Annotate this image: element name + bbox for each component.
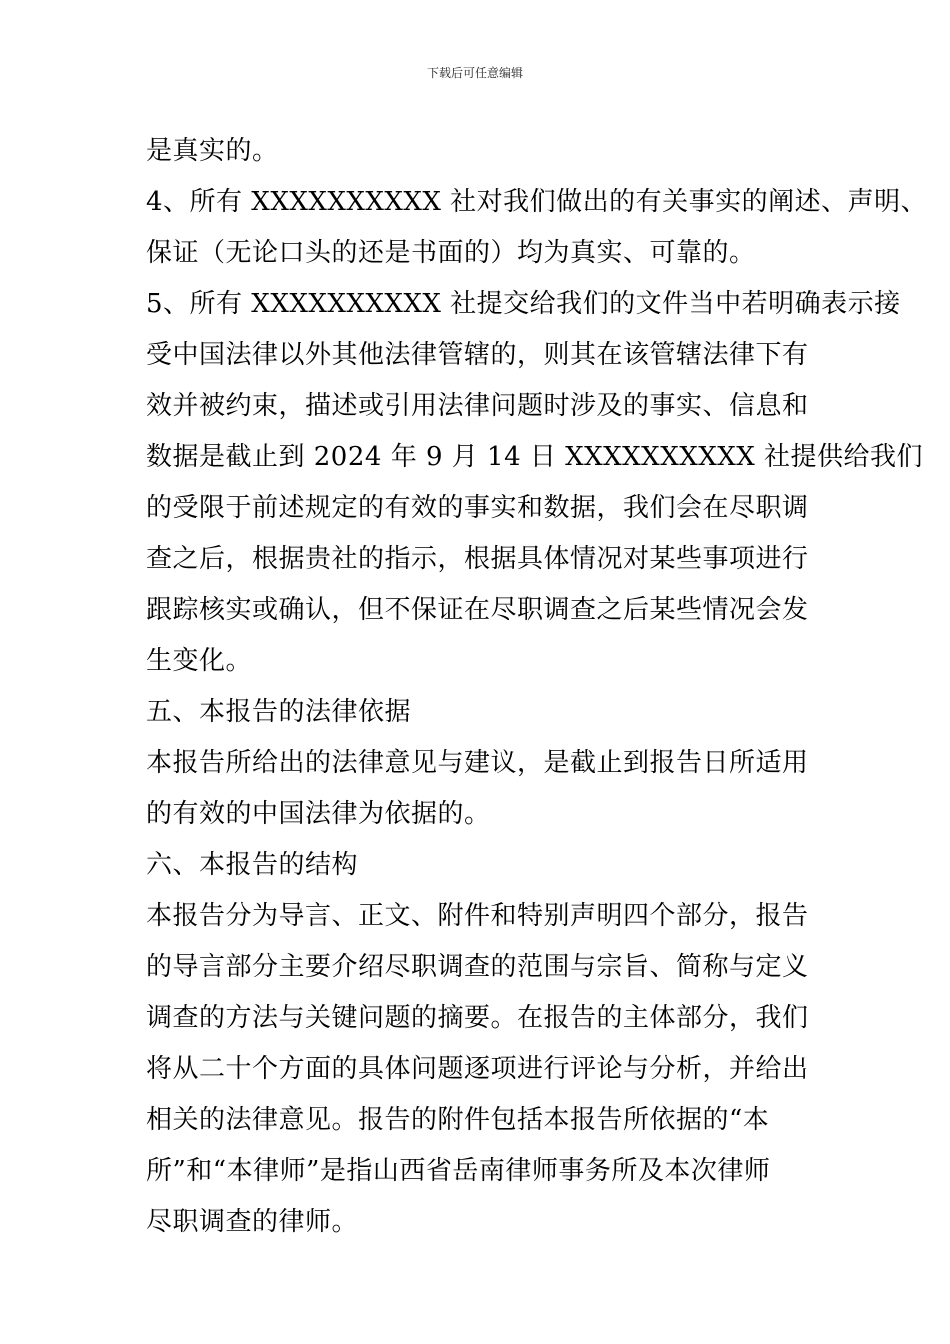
text-line: 查之后，根据贵社的指示，根据具体情况对某些事项进行	[146, 544, 809, 574]
text-line: 所”和“本律师”是指山西省岳南律师事务所及本次律师	[146, 1156, 771, 1186]
text-line: 生变化。	[146, 646, 253, 676]
text-line: 5、所有 XXXXXXXXXX 社提交给我们的文件当中若明确表示接	[146, 289, 901, 319]
text-line: 是真实的。	[146, 136, 279, 166]
text-line: 4、所有 XXXXXXXXXX 社对我们做出的有关事实的阐述、声明、	[146, 187, 928, 217]
document-body	[146, 126, 928, 1248]
text-line: 跟踪核实或确认，但不保证在尽职调查之后某些情况会发	[146, 595, 809, 625]
text-line: 效并被约束，描述或引用法律问题时涉及的事实、信息和	[146, 391, 809, 421]
text-line: 将从二十个方面的具体问题逐项进行评论与分析，并给出	[146, 1054, 809, 1084]
text-line: 数据是截止到 2024 年 9 月 14 日 XXXXXXXXXX 社提供给我们	[146, 442, 924, 472]
text-line: 保证（无论口头的还是书面的）均为真实、可靠的。	[146, 238, 756, 268]
section-heading: 五、本报告的法律依据	[146, 697, 412, 727]
page-header: 下载后可任意编辑	[426, 66, 523, 80]
text-line: 本报告分为导言、正文、附件和特别声明四个部分，报告	[146, 901, 809, 931]
text-line: 调查的方法与关键问题的摘要。在报告的主体部分，我们	[146, 1003, 809, 1033]
section-heading: 六、本报告的结构	[146, 850, 359, 880]
text-line: 的有效的中国法律为依据的。	[146, 799, 491, 829]
text-line: 相关的法律意见。报告的附件包括本报告所依据的“本	[146, 1105, 770, 1135]
text-line: 本报告所给出的法律意见与建议，是截止到报告日所适用	[146, 748, 809, 778]
text-line: 尽职调查的律师。	[146, 1207, 359, 1237]
text-line: 的受限于前述规定的有效的事实和数据，我们会在尽职调	[146, 493, 809, 523]
text-line: 的导言部分主要介绍尽职调查的范围与宗旨、简称与定义	[146, 952, 809, 982]
text-line: 受中国法律以外其他法律管辖的，则其在该管辖法律下有	[146, 340, 809, 370]
